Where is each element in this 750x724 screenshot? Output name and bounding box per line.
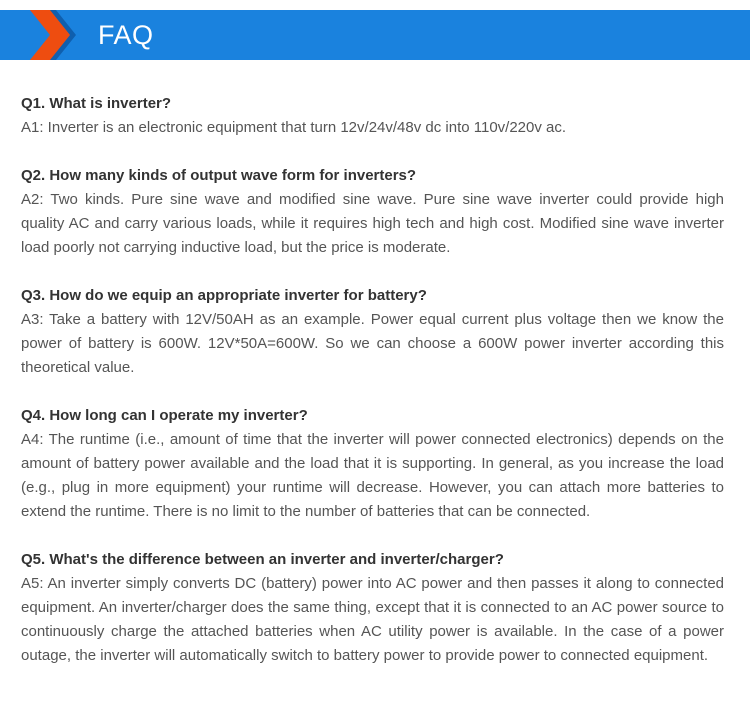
faq-answer: A4: The runtime (i.e., amount of time that the inverter will power connected electronics) depends on the amount of battery power available and the load that it is supporting. In general, as you increase the load (e.g., plug in more equipment) your runtime will decrease. However, you can attach more batteries to extend the runtime. There is no limit to the number of batteries that can be connected.: [21, 431, 724, 520]
faq-question: Q1. What is inverter?: [21, 95, 172, 112]
faq-answer: A5: An inverter simply converts DC (battery) power into AC power and then passes it along to connected equipment. An inverter/charger does the same thing, except that it is connected to an AC power source to continuously charge the attached batteries when AC utility power is available. In the case of a power outage, the inverter will automatically switch to battery power to provide power to connected equipment.: [21, 575, 724, 664]
faq-banner: [0, 10, 750, 60]
chevron-shape: [30, 10, 70, 60]
faq-question: Q5. What's the difference between an inverter and inverter/charger?: [21, 551, 504, 568]
faq-item-4: [21, 404, 724, 524]
faq-question: Q2. How many kinds of output wave form for inverters?: [21, 167, 417, 184]
faq-answer: A1: Inverter is an electronic equipment that turn 12v/24v/48v dc into 110v/220v ac.: [21, 119, 567, 136]
faq-item-2: [21, 164, 724, 260]
faq-list: [21, 92, 724, 692]
page-title: FAQ: [98, 20, 154, 50]
faq-question: Q4. How long can I operate my inverter?: [21, 407, 308, 424]
faq-answer: A3: Take a battery with 12V/50AH as an example. Power equal current plus voltage then we know the power of battery is 600W. 12V*50A=600W. So we can choose a 600W power inverter according this theoretical value.: [21, 311, 724, 376]
faq-answer: A2: Two kinds. Pure sine wave and modified sine wave. Pure sine wave inverter could provide high quality AC and carry various loads, while it requires high tech and high cost. Modified sine wave inverter load poorly not carrying inductive load, but the price is moderate.: [21, 191, 724, 256]
faq-item-3: [21, 284, 724, 380]
faq-item-1: [21, 92, 724, 140]
chevron-right-icon: [0, 10, 90, 60]
faq-item-5: [21, 548, 724, 668]
faq-question: Q3. How do we equip an appropriate inverter for battery?: [21, 287, 427, 304]
